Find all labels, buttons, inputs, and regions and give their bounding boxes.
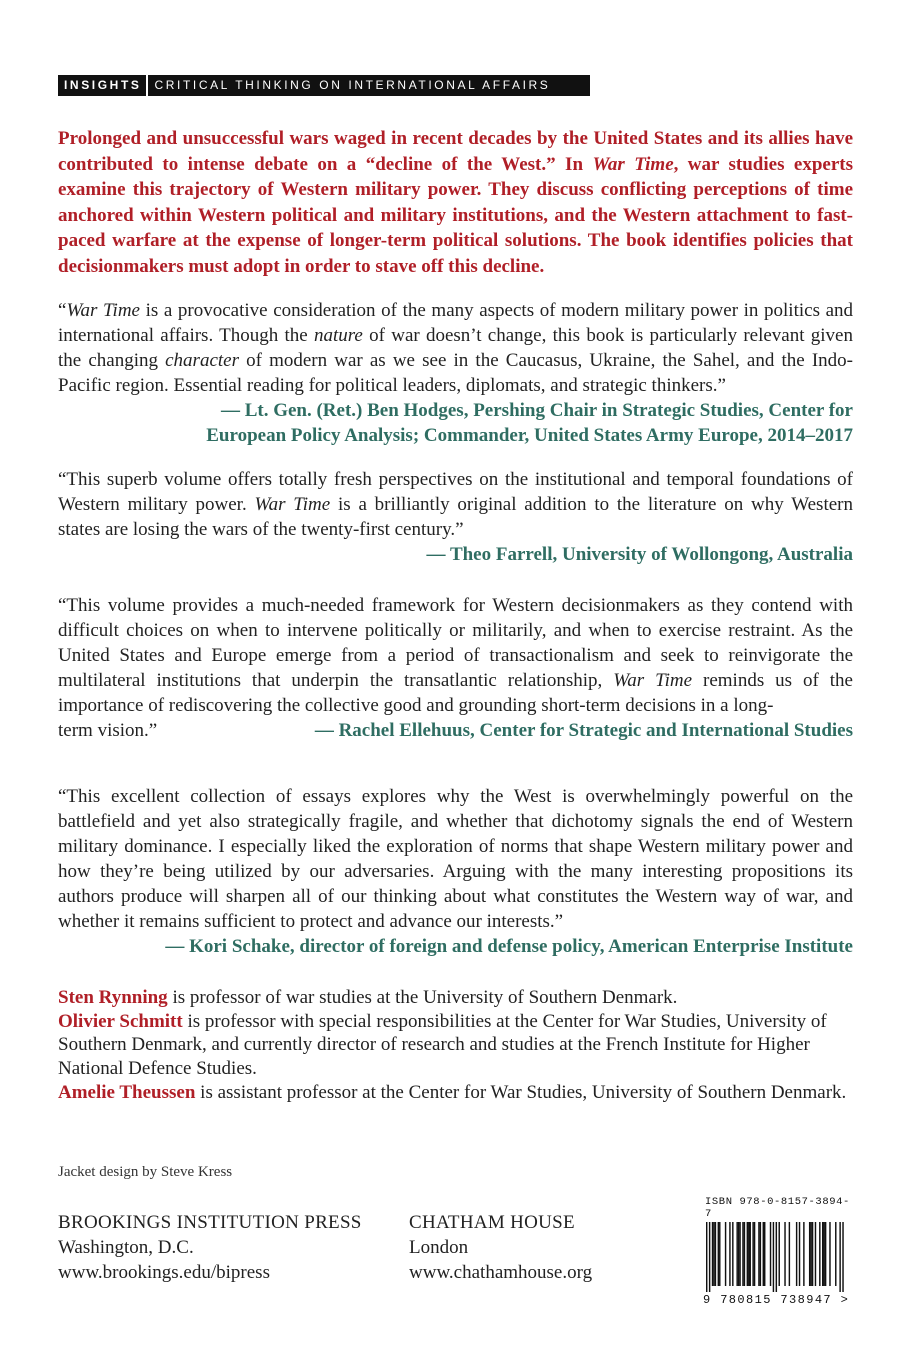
barcode-bar [739, 1222, 740, 1286]
barcode-bar [815, 1222, 816, 1286]
barcode-bar [747, 1222, 748, 1286]
quote-text: reminds us of the importance of rediscovering the collective good and grounding short-term decisions in a long- [58, 670, 853, 716]
summary-text-cont: , war studies experts examine this trajectory of Western military power. They discuss conflicting perceptions of time anchored within Western political and military institutions, and the Western attachment to fast-paced warfare at the expense of longer-term political solutions. The book identifies policies that decisionmakers must adopt in order to stave off this decline. [58, 153, 853, 277]
quote-text: term vision.” [58, 720, 158, 741]
barcode-bar [709, 1222, 710, 1292]
barcode-bar [770, 1222, 771, 1286]
barcode-bar [713, 1222, 714, 1286]
series-banner [58, 75, 590, 96]
jacket-design-credit: Jacket design by Steve Kress [58, 1164, 233, 1180]
attribution-schake: — Kori Schake, director of foreign and defense policy, American Enterprise Institute [165, 936, 853, 957]
summary-text: Prolonged and unsuccessful wars waged in recent decades by the United States and its allies have contributed to intense debate on a “decline of the West.” In [58, 128, 853, 175]
quote-emphasis: nature [313, 325, 363, 346]
barcode-bar [760, 1222, 761, 1286]
barcode-bar [764, 1222, 765, 1286]
barcode-bar [796, 1222, 797, 1286]
attribution-line: European Policy Analysis; Commander, United States Army Europe, 2014–2017 [206, 425, 853, 446]
barcode-bar [829, 1222, 830, 1286]
summary-book-title: War Time [592, 153, 674, 175]
barcode-bar [810, 1222, 811, 1286]
barcode-bar [738, 1222, 739, 1286]
endorsement-hodges [58, 298, 853, 398]
author-bios [58, 986, 853, 1105]
barcode-bar [809, 1222, 810, 1286]
isbn-label: ISBN 978-0-8157-3894-7 [705, 1196, 850, 1220]
series-subtitle: CRITICAL THINKING ON INTERNATIONAL AFFAIRS [154, 78, 551, 92]
barcode-bar [750, 1222, 751, 1286]
publisher-url: www.chathamhouse.org [409, 1262, 593, 1283]
barcode-bar [823, 1222, 824, 1286]
barcode-bar [742, 1222, 743, 1286]
author-bio-text: is assistant professor at the Center for War Studies, University of Southern Denmark. [195, 1081, 847, 1103]
quote-text: “This superb volume offers totally fresh perspectives on the institutional and temporal foundations of Western military power. [58, 469, 853, 515]
publisher-url: www.brookings.edu/bipress [58, 1262, 270, 1283]
attribution-ellehuus: — Rachel Ellehuus, Center for Strategic and International Studies [314, 720, 853, 741]
author-bio-text: is professor with special responsibilities at the Center for War Studies, University of Southern Denmark, and currently director of research and studies at the French Institute for Higher National Defence Studies. [58, 1010, 827, 1080]
barcode-bar [819, 1222, 820, 1286]
author-bio-text: is professor of war studies at the University of Southern Denmark. [167, 987, 678, 1008]
barcode-bar [718, 1222, 719, 1286]
quote-emphasis: character [165, 350, 239, 371]
barcode-bar [715, 1222, 716, 1286]
barcode-bar [779, 1222, 780, 1286]
barcode-bar [754, 1222, 755, 1286]
barcode-bar [776, 1222, 777, 1292]
barcode-bar [803, 1222, 804, 1286]
publisher-brookings [58, 1210, 362, 1285]
quote-book-title: War Time [66, 300, 140, 321]
author-name: Amelie Theussen [58, 1081, 196, 1103]
publisher-city: Washington, D.C. [58, 1237, 194, 1258]
barcode-bar [712, 1222, 713, 1286]
author-bio [58, 1081, 853, 1105]
publisher-chatham-house [409, 1210, 592, 1285]
barcode-bar [719, 1222, 720, 1286]
quote-text: is a provocative consideration of the many aspects of modern military power in politics and international affairs. Though the [58, 300, 854, 346]
barcode-bar [732, 1222, 733, 1286]
barcode-bar [789, 1222, 790, 1286]
series-name: INSIGHTS [58, 75, 148, 96]
quote-text: “This excellent collection of essays explores why the West is overwhelmingly powerful on the battlefield and yet also strategically fragile, and whether that dichotomy signals the end of Western military dominance. I especially liked the exploration of norms that shape Western military power and how they’re being utilized by our adversaries. Arguing with the many interesting propositions its authors produce will sharpen all of our thinking about what constitutes the Western way of war, and whether it remains sufficient to protect and advance our interests.” [58, 786, 853, 932]
endorsement-schake [58, 784, 853, 934]
attribution-hodges [58, 398, 853, 448]
barcode-bar [706, 1222, 707, 1292]
book-summary [58, 126, 853, 279]
barcode-bar [748, 1222, 749, 1286]
publisher-city: London [409, 1237, 469, 1258]
author-bio [58, 1010, 853, 1081]
barcode-bar [812, 1222, 813, 1286]
publisher-name: BROOKINGS INSTITUTION PRESS [58, 1212, 362, 1233]
barcode-digits: 9 780815 738947 > [703, 1293, 850, 1307]
barcode-bar [784, 1222, 785, 1286]
quote-text: of war doesn’t change, this book is particularly relevant given the changing [58, 325, 853, 371]
quote-text: is a brilliantly original addition to the literature on why Western states are losing the wars of the twenty-first century.” [58, 494, 853, 540]
author-bio [58, 986, 853, 1010]
quote-book-title: War Time [254, 494, 331, 515]
barcode-bar [835, 1222, 836, 1286]
author-name: Sten Rynning [58, 987, 168, 1008]
barcode-bar [839, 1222, 840, 1292]
barcode-bar [763, 1222, 764, 1286]
barcode-block [703, 1196, 855, 1307]
endorsement-ellehuus [58, 593, 853, 743]
barcode-bar [752, 1222, 753, 1286]
barcode-bar [736, 1222, 737, 1286]
barcode-bar [822, 1222, 823, 1286]
barcode-image [703, 1222, 853, 1292]
author-name: Olivier Schmitt [58, 1010, 183, 1032]
attribution-line: — Lt. Gen. (Ret.) Ben Hodges, Pershing Chair in Strategic Studies, Center for [220, 400, 853, 421]
barcode-bar [758, 1222, 759, 1286]
quote-text: “This volume provides a much-needed framework for Western decisionmakers as they contend with difficult choices on when to intervene politically or militarily, and when to exercise restraint. As the United States and Europe emerge from a period of transactionalism and seek to reinvigorate the multilateral institutions that underpin the transatlantic relationship, [58, 595, 853, 691]
barcode-bar [773, 1222, 774, 1292]
quote-text: of modern war as we see in the Caucasus, Ukraine, the Sahel, and the Indo-Pacific region. Essential reading for political leaders, diplomats, and strategic thinkers.” [58, 350, 853, 396]
attribution-farrell: — Theo Farrell, University of Wollongong, Australia [426, 544, 853, 565]
barcode-bar [842, 1222, 843, 1292]
quote-text: “ [58, 300, 67, 321]
barcode-bar [729, 1222, 730, 1286]
barcode-bar [825, 1222, 826, 1286]
barcode-bar [799, 1222, 800, 1286]
barcode-bar [744, 1222, 745, 1286]
barcode-bar [725, 1222, 726, 1286]
publisher-name: CHATHAM HOUSE [409, 1212, 575, 1233]
endorsement-farrell [58, 467, 853, 542]
quote-book-title: War Time [613, 670, 693, 691]
